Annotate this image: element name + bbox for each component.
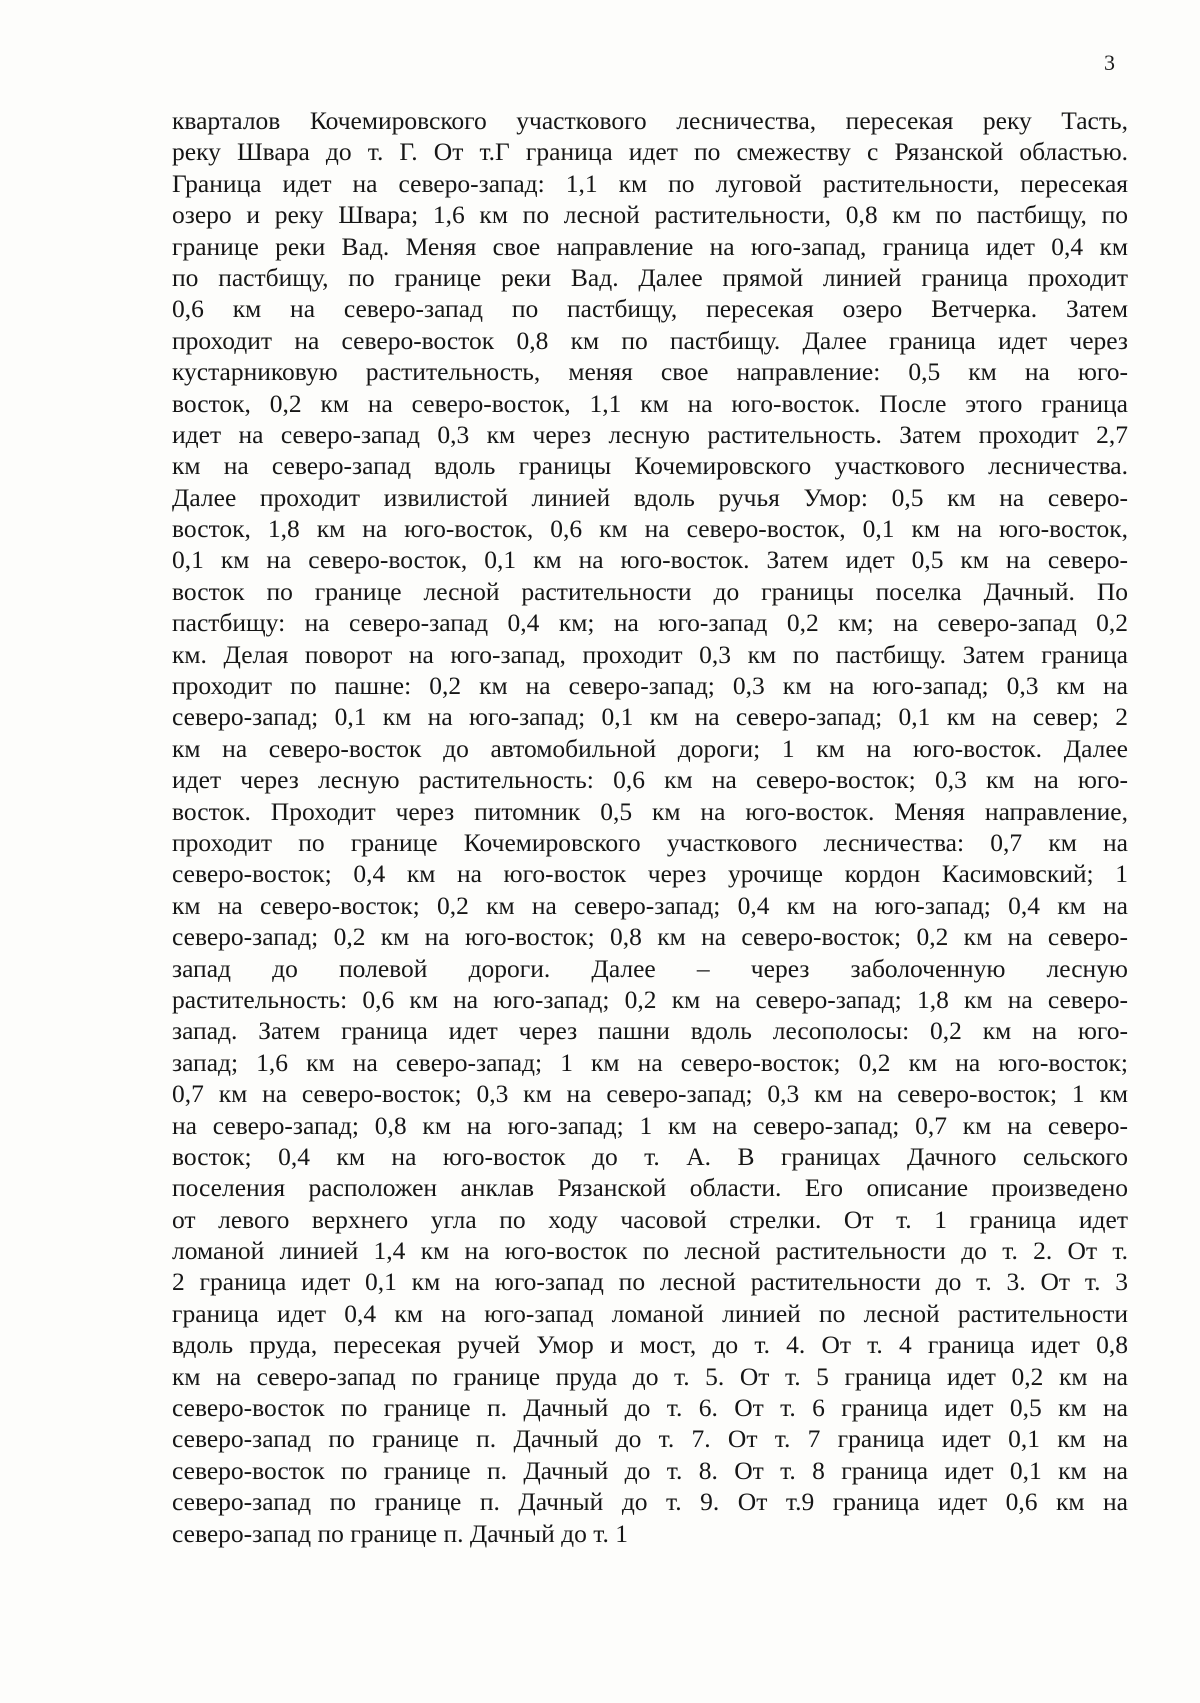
text-line: восток по границе лесной растительности до границы поселка Дачный. По: [172, 576, 1128, 606]
text-line: восток. Проходит через питомник 0,5 км на юго-восток. Меняя направление,: [172, 796, 1128, 826]
text-line: 0,7 км на северо-восток; 0,3 км на северо-запад; 0,3 км на северо-восток; 1 км: [172, 1079, 1128, 1109]
text-line: озеро и реку Швара; 1,6 км по лесной растительности, 0,8 км по пастбищу, по: [172, 200, 1128, 230]
text-line: реку Швара до т. Г. От т.Г граница идет по смежеству с Рязанской областью.: [172, 137, 1128, 167]
text-line: проходит по пашне: 0,2 км на северо-запад; 0,3 км на юго-запад; 0,3 км на: [172, 671, 1128, 701]
text-line: идет через лесную растительность: 0,6 км на северо-восток; 0,3 км на юго-: [172, 765, 1128, 795]
text-line: кварталов Кочемировского участкового лесничества, пересекая реку Тасть,: [172, 106, 1128, 135]
text-line: идет на северо-запад 0,3 км через лесную растительность. Затем проходит 2,7: [172, 419, 1128, 449]
text-line: км на северо-запад вдоль границы Кочемировского участкового лесничества.: [172, 451, 1128, 481]
text-line: северо-восток; 0,4 км на юго-восток через урочище кордон Касимовский; 1: [172, 859, 1128, 889]
text-line: проходит на северо-восток 0,8 км по пастбищу. Далее граница идет через: [172, 325, 1128, 355]
text-line: проходит по границе Кочемировского участкового лесничества: 0,7 км на: [172, 827, 1128, 857]
text-line: 0,1 км на северо-восток, 0,1 км на юго-восток. Затем идет 0,5 км на северо-: [172, 545, 1128, 575]
text-line: по пастбищу, по границе реки Вад. Далее прямой линией граница проходит: [172, 262, 1128, 292]
body-paragraph: [172, 105, 1128, 1549]
text-line: северо-запад по границе п. Дачный до т. 1: [172, 1518, 628, 1548]
text-line: на северо-запад; 0,8 км на юго-запад; 1 км на северо-запад; 0,7 км на северо-: [172, 1110, 1128, 1140]
text-line: восток; 0,4 км на юго-восток до т. А. В границах Дачного сельского: [172, 1141, 1128, 1171]
text-line: запад до полевой дороги. Далее – через заболоченную лесную: [172, 953, 1128, 983]
text-line: северо-запад; 0,1 км на юго-запад; 0,1 км на северо-запад; 0,1 км на север; 2: [172, 702, 1128, 732]
text-line: км. Делая поворот на юго-запад, проходит 0,3 км по пастбищу. Затем граница: [172, 639, 1128, 669]
text-line: км на северо-восток до автомобильной дороги; 1 км на юго-восток. Далее: [172, 733, 1128, 763]
text-line: км на северо-запад по границе пруда до т. 5. От т. 5 граница идет 0,2 км на: [172, 1361, 1128, 1391]
text-line: Граница идет на северо-запад: 1,1 км по луговой растительности, пересекая: [172, 168, 1128, 198]
text-line: северо-запад; 0,2 км на юго-восток; 0,8 км на северо-восток; 0,2 км на северо-: [172, 922, 1128, 952]
text-line: вдоль пруда, пересекая ручей Умор и мост, до т. 4. От т. 4 граница идет 0,8: [172, 1330, 1128, 1360]
text-line: граница идет 0,4 км на юго-запад ломаной линией по лесной растительности: [172, 1298, 1128, 1328]
text-line: поселения расположен анклав Рязанской области. Его описание произведено: [172, 1173, 1128, 1203]
text-line: северо-восток по границе п. Дачный до т. 6. От т. 6 граница идет 0,5 км на: [172, 1393, 1128, 1423]
text-line: восток, 1,8 км на юго-восток, 0,6 км на северо-восток, 0,1 км на юго-восток,: [172, 514, 1128, 544]
text-line: северо-запад по границе п. Дачный до т. 7. От т. 7 граница идет 0,1 км на: [172, 1424, 1128, 1454]
text-line: растительность: 0,6 км на юго-запад; 0,2 км на северо-запад; 1,8 км на северо-: [172, 984, 1128, 1014]
page-number: 3: [1104, 50, 1115, 75]
text-line: запад. Затем граница идет через пашни вдоль лесополосы: 0,2 км на юго-: [172, 1016, 1128, 1046]
text-line: границе реки Вад. Меняя свое направление на юго-запад, граница идет 0,4 км: [172, 231, 1128, 261]
text-line: 2 граница идет 0,1 км на юго-запад по лесной растительности до т. 3. От т. 3: [172, 1267, 1128, 1297]
text-line: пастбищу: на северо-запад 0,4 км; на юго-запад 0,2 км; на северо-запад 0,2: [172, 608, 1128, 638]
text-line: восток, 0,2 км на северо-восток, 1,1 км на юго-восток. После этого граница: [172, 388, 1128, 418]
text-line: кустарниковую растительность, меняя свое направление: 0,5 км на юго-: [172, 357, 1128, 387]
text-line: северо-запад по границе п. Дачный до т. 9. От т.9 граница идет 0,6 км на: [172, 1487, 1128, 1517]
text-line: ломаной линией 1,4 км на юго-восток по лесной растительности до т. 2. От т.: [172, 1236, 1128, 1266]
text-line: 0,6 км на северо-запад по пастбищу, пересекая озеро Ветчерка. Затем: [172, 294, 1128, 324]
text-line: Далее проходит извилистой линией вдоль ручья Умор: 0,5 км на северо-: [172, 482, 1128, 512]
text-line: северо-восток по границе п. Дачный до т. 8. От т. 8 граница идет 0,1 км на: [172, 1455, 1128, 1485]
text-line: запад; 1,6 км на северо-запад; 1 км на северо-восток; 0,2 км на юго-восток;: [172, 1047, 1128, 1077]
text-line: от левого верхнего угла по ходу часовой стрелки. От т. 1 граница идет: [172, 1204, 1128, 1234]
text-line: км на северо-восток; 0,2 км на северо-запад; 0,4 км на юго-запад; 0,4 км на: [172, 890, 1128, 920]
